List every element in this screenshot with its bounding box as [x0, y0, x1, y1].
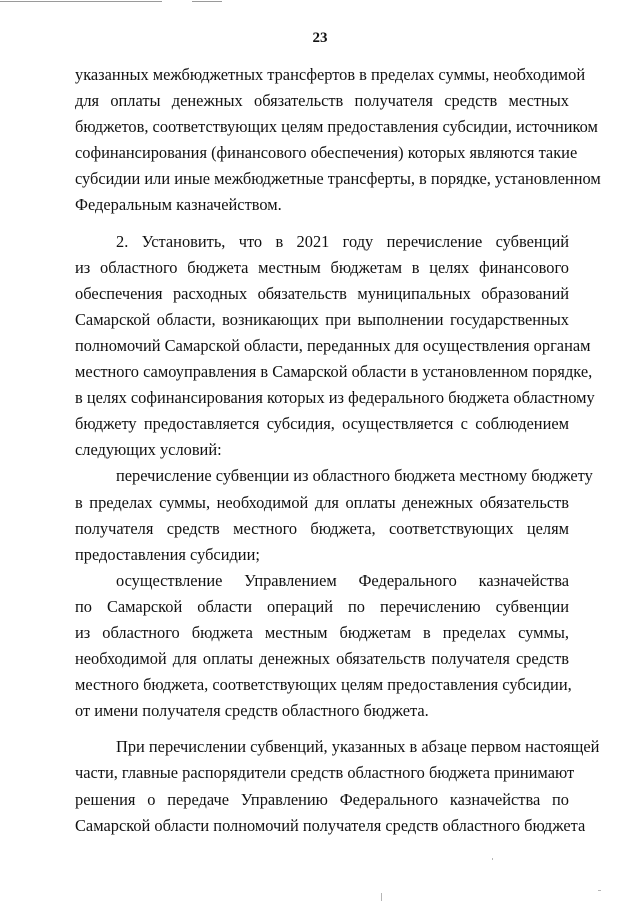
document-body: [75, 62, 601, 839]
paragraph-gap: [75, 724, 569, 734]
page-number: 23: [312, 30, 328, 46]
text-line: в пределах суммы, необходимой для оплаты денежных обязательств: [75, 492, 569, 512]
text-line: Самарской области полномочий получателя средств областного бюджета: [75, 815, 586, 835]
scan-speck: [381, 893, 382, 901]
text-line: части, главные распорядители средств областного бюджета принимают: [75, 763, 575, 783]
text-line: в целях софинансирования которых из федерального бюджета областному: [75, 388, 595, 408]
text-line: софинансирования (финансового обеспечения) которых являются такие: [75, 143, 578, 163]
scan-artifact-line: [192, 1, 222, 2]
text-line: обеспечения расходных обязательств муниципальных образований: [75, 283, 569, 303]
scan-speck: [598, 890, 601, 891]
text-line: При перечислении субвенций, указанных в абзаце первом настоящей: [116, 737, 600, 757]
text-line: Федеральным казначейством.: [75, 195, 282, 215]
text-line: предоставления субсидии;: [75, 544, 260, 564]
text-line: перечисление субвенции из областного бюджета местному бюджету: [116, 466, 593, 486]
text-line: из областного бюджета местным бюджетам в пределах суммы,: [75, 622, 569, 642]
text-line: субсидии или иные межбюджетные трансферты, в порядке, установленном: [75, 169, 601, 189]
text-line: от имени получателя средств областного бюджета.: [75, 701, 429, 721]
text-line: бюджетов, соответствующих целям предоставления субсидии, источником: [75, 117, 598, 137]
text-line: из областного бюджета местным бюджетам в целях финансового: [75, 257, 569, 277]
text-line: осуществление Управлением Федерального казначейства: [116, 570, 569, 590]
text-line: полномочий Самарской области, переданных для осуществления органам: [75, 335, 591, 355]
text-line: необходимой для оплаты денежных обязательств получателя средств: [75, 649, 569, 669]
text-line: по Самарской области операций по перечислению субвенции: [75, 596, 569, 616]
text-line: указанных межбюджетных трансфертов в пределах суммы, необходимой: [75, 65, 586, 84]
text-line: 2. Установить, что в 2021 году перечисление субвенций: [116, 231, 569, 251]
text-line: получателя средств местного бюджета, соответствующих целям: [75, 518, 569, 538]
text-line: для оплаты денежных обязательств получателя средств местных: [75, 91, 569, 111]
scan-artifact-line: [0, 1, 162, 2]
scan-speck: [492, 858, 493, 860]
paragraph-gap: [75, 219, 569, 229]
text-line: местного бюджета, соответствующих целям предоставления субсидии,: [75, 675, 572, 695]
text-line: местного самоуправления в Самарской области в установленном порядке,: [75, 362, 593, 382]
text-line: решения о передаче Управлению Федерального казначейства по: [75, 789, 569, 809]
text-line: следующих условий:: [75, 440, 222, 460]
text-line: Самарской области, возникающих при выполнении государственных: [75, 309, 569, 329]
text-line: бюджету предоставляется субсидия, осуществляется с соблюдением: [75, 414, 569, 434]
